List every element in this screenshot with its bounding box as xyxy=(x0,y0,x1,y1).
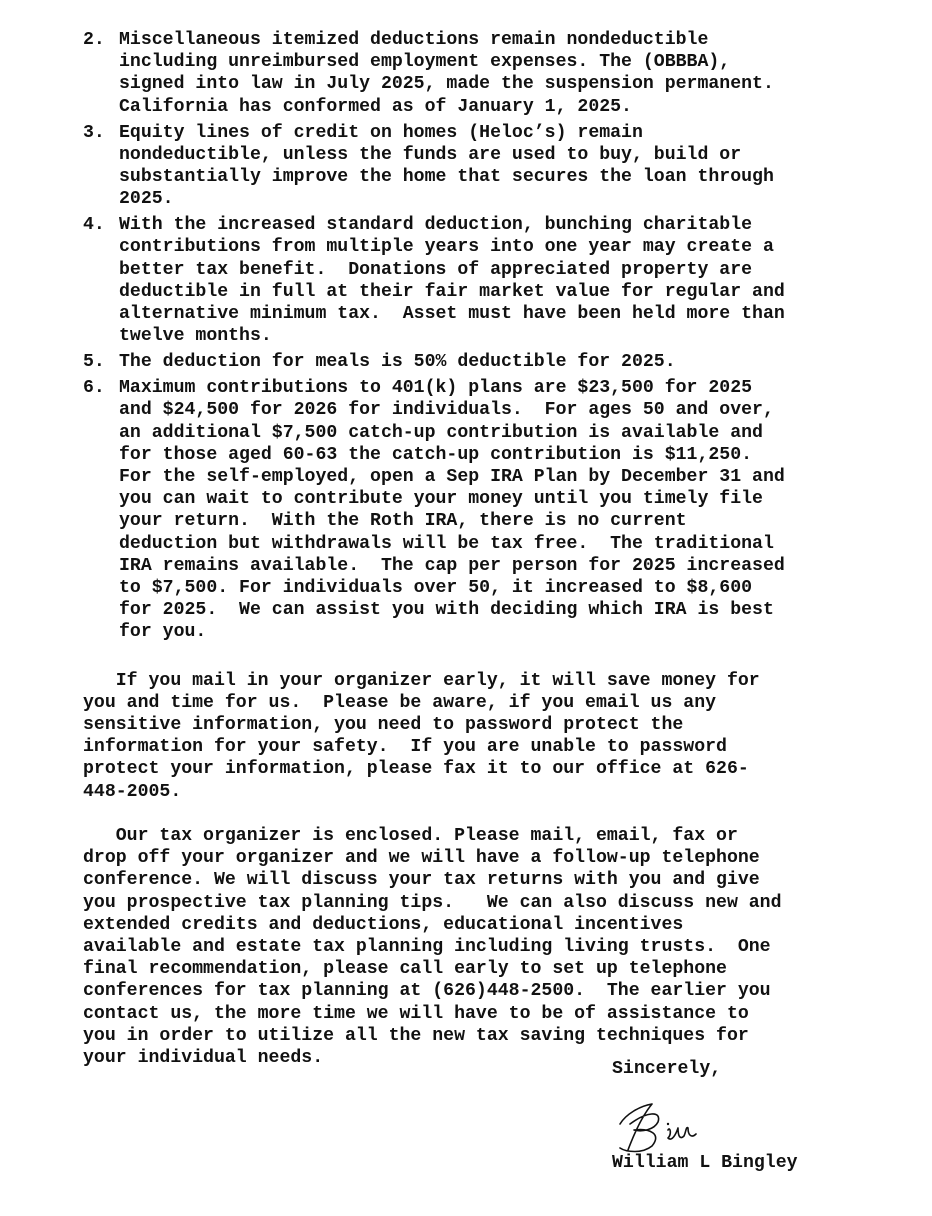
list-number: 2. xyxy=(83,30,105,50)
mail-early-paragraph: If you mail in your organizer early, it will save money for you and time for us. Please be aware, if you email us any sensitive information, you need to password protect the information for your safety. If you are unable to password protect your information, please fax it to our office at 626- 448-2005. xyxy=(83,670,760,802)
list-item-6 xyxy=(83,377,883,643)
paragraph-spacer xyxy=(83,647,883,669)
list-number: 3. xyxy=(83,122,105,143)
list-text: With the increased standard deduction, bunching charitable contributions from multiple years into one year may create a better tax benefit. Donations of appreciated property are deductible in full at their fair market value for regular and alternative minimum tax. Asset must have been held more than twelve months. xyxy=(119,215,785,347)
closing-salutation: Sincerely, xyxy=(612,1059,722,1079)
signer-name: William L Bingley xyxy=(612,1153,798,1173)
list-item-2 xyxy=(83,29,883,118)
list-item-3 xyxy=(83,122,883,211)
letter-body xyxy=(83,29,883,1069)
list-item-4 xyxy=(83,214,883,347)
list-text: The deduction for meals is 50% deductible for 2025. xyxy=(119,352,676,373)
list-text: Equity lines of credit on homes (Heloc’s) remain nondeductible, unless the funds are used to buy, build or substantially improve the home that secures the loan through 2025. xyxy=(119,122,774,210)
list-number: 5. xyxy=(83,352,105,373)
list-item-5 xyxy=(83,351,883,373)
list-number: 6. xyxy=(83,378,105,399)
organizer-paragraph: Our tax organizer is enclosed. Please mail, email, fax or drop off your organizer and we will have a follow-up telephone conference. We will discuss your tax returns with you and give you prospective tax planning tips. We can also discuss new and extended credits and deductions, educational incentives available and estate tax planning including living trusts. One final recommendation, please call early to set up telephone conferences for tax planning at (626)448-2500. The earlier you contact us, the more time we will have to be of assistance to you in order to utilize all the new tax saving techniques for your individual needs. xyxy=(83,826,782,1069)
signature-graphic xyxy=(612,1098,702,1156)
paragraph-spacer xyxy=(83,803,883,825)
list-text: Maximum contributions to 401(k) plans are $23,500 for 2025 and $24,500 for 2026 for individuals. For ages 50 and over, an additional $7,500 catch-up contribution is available and for those aged 60-63 the catch-up contribution is $11,250. For the self-employed, open a Sep IRA Plan by December 31 and you can wait to contribute your money until you timely file your return. With the Roth IRA, there is no current deduction but withdrawals will be tax free. The traditional IRA remains available. The cap per person for 2025 increased to $7,500. For individuals over 50, it increased to $8,600 for 2025. We can assist you with deciding which IRA is best for you. xyxy=(119,378,785,643)
list-text: Miscellaneous itemized deductions remain nondeductible including unreimbursed employment expenses. The (OBBBA), signed into law in July 2025, made the suspension permanent. California has conformed as of January 1, 2025. xyxy=(119,30,774,117)
list-number: 4. xyxy=(83,215,105,236)
